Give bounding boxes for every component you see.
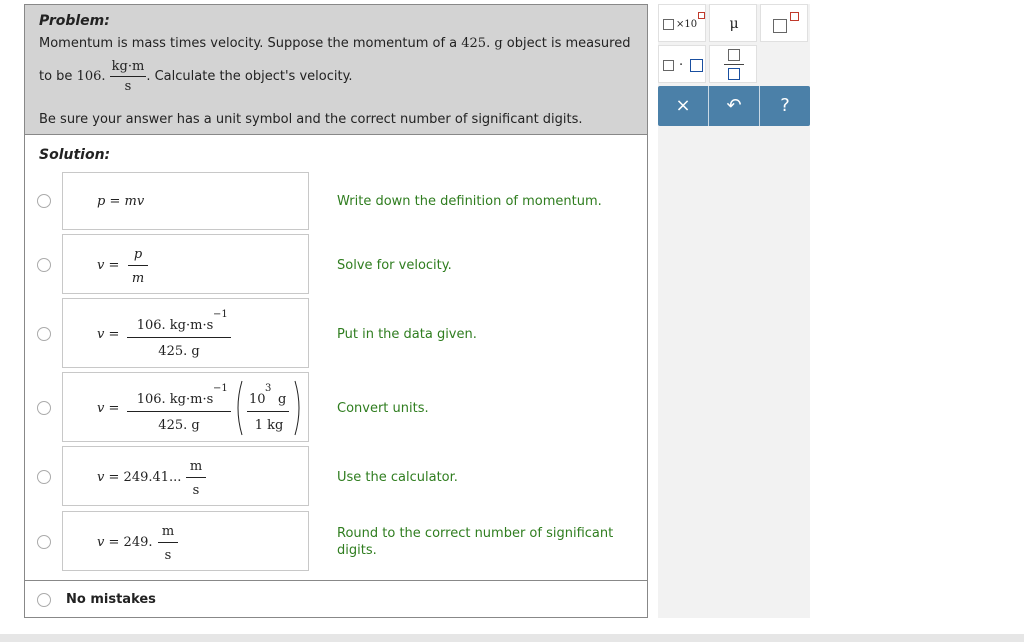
step-5-unit-bar xyxy=(186,477,206,478)
step-4-conversion-numerator: 10 xyxy=(249,392,266,407)
mu-symbol: μ xyxy=(729,16,739,32)
mu-button[interactable] xyxy=(709,4,757,42)
step-6-radio[interactable] xyxy=(37,535,51,549)
problem-instruction: Be sure your answer has a unit symbol and the correct number of significant digits. xyxy=(39,112,583,127)
right-operand-box-icon xyxy=(690,59,703,72)
undo-button[interactable]: ↶ xyxy=(726,95,742,116)
problem-mass-value: 425. g xyxy=(461,36,503,51)
step-1-eq: = xyxy=(109,194,121,209)
step-2-fraction-bar xyxy=(128,265,148,266)
step-6-equation xyxy=(97,535,153,550)
problem-line-2 xyxy=(39,60,353,96)
action-bar xyxy=(658,86,810,126)
step-5-box xyxy=(62,446,309,506)
times-ten-power-button[interactable] xyxy=(658,4,706,42)
problem-heading: Problem: xyxy=(39,13,110,29)
step-4-conversion-denominator: 1 kg xyxy=(254,418,284,433)
step-4-conversion-bar xyxy=(247,411,289,412)
no-mistakes-label: No mistakes xyxy=(66,592,156,607)
problem-momentum-unit xyxy=(110,60,147,93)
step-5-unit-numerator: m xyxy=(189,459,203,474)
step-4-conversion-numerator-unit: g xyxy=(278,392,287,407)
multiply-dot-button[interactable] xyxy=(658,45,706,83)
placeholder-box-icon xyxy=(663,19,674,30)
step-3-numerator-exponent: −1 xyxy=(213,309,228,320)
step-4-numerator-exponent: −1 xyxy=(213,383,228,394)
problem-unit-denominator: s xyxy=(124,79,132,94)
step-2-denominator: m xyxy=(131,271,145,286)
no-mistakes-option[interactable] xyxy=(24,581,648,618)
step-2-box xyxy=(62,234,309,294)
step-1-explanation: Write down the definition of momentum. xyxy=(337,194,602,209)
step-4-numerator: 106. kg·m·s xyxy=(136,392,214,407)
step-5-radio[interactable] xyxy=(37,470,51,484)
fraction-button[interactable] xyxy=(709,45,757,83)
exponent-box-icon xyxy=(698,12,705,19)
step-3-box xyxy=(62,298,309,368)
problem-panel xyxy=(24,4,648,135)
step-3-denominator: 425. g xyxy=(158,344,200,359)
math-tools-panel xyxy=(658,4,810,618)
bottom-bar xyxy=(0,634,1024,642)
step-1-lhs: p xyxy=(97,194,106,209)
step-1-equation xyxy=(97,194,144,209)
step-5-value: 249.41... xyxy=(123,470,182,485)
step-4-lhs-group xyxy=(97,401,119,416)
superscript-box-icon xyxy=(790,12,799,21)
step-3-lhs-group xyxy=(97,327,119,342)
step-1-rhs: mv xyxy=(124,194,145,209)
problem-text-1: Momentum is mass times velocity. Suppose the momentum of a xyxy=(39,36,462,51)
no-mistakes-radio[interactable] xyxy=(37,593,51,607)
step-5-equation xyxy=(97,470,181,485)
clear-button[interactable]: × xyxy=(675,95,691,116)
dot-operator-icon: · xyxy=(679,58,684,73)
problem-text-2: to be xyxy=(39,69,77,84)
step-3-lhs: v xyxy=(97,327,105,342)
problem-line-1 xyxy=(39,36,630,51)
step-6-unit-denominator: s xyxy=(164,548,172,563)
step-3-numerator: 106. kg·m·s xyxy=(136,318,214,333)
superscript-button[interactable] xyxy=(760,4,808,42)
step-2-eq: = xyxy=(108,258,120,273)
step-6-eq: = xyxy=(108,535,120,550)
problem-momentum-value: 106. xyxy=(76,69,106,84)
step-2-radio[interactable] xyxy=(37,258,51,272)
step-4-radio[interactable] xyxy=(37,401,51,415)
step-6-value: 249. xyxy=(123,535,153,550)
step-3-explanation: Put in the data given. xyxy=(337,327,477,342)
solution-heading: Solution: xyxy=(39,147,111,163)
step-4-lhs: v xyxy=(97,401,105,416)
step-3-radio[interactable] xyxy=(37,327,51,341)
step-3-eq: = xyxy=(108,327,120,342)
step-1-radio[interactable] xyxy=(37,194,51,208)
step-5-eq: = xyxy=(108,470,120,485)
step-2-lhs-group xyxy=(97,258,119,273)
step-4-explanation: Convert units. xyxy=(337,401,429,416)
step-5-explanation: Use the calculator. xyxy=(337,470,458,485)
problem-text-2-end: . Calculate the object's velocity. xyxy=(146,69,353,84)
denominator-box-icon xyxy=(728,68,740,80)
problem-text-1-end: object is measured xyxy=(502,36,631,51)
step-4-conversion-exponent: 3 xyxy=(265,383,272,394)
step-3-fraction-bar xyxy=(127,337,231,338)
step-4-denominator: 425. g xyxy=(158,418,200,433)
numerator-box-icon xyxy=(728,49,740,61)
step-2-lhs: v xyxy=(97,258,105,273)
step-6-lhs: v xyxy=(97,535,105,550)
step-6-box xyxy=(62,511,309,571)
step-5-lhs: v xyxy=(97,470,105,485)
times-ten-label: ×10 xyxy=(676,19,698,30)
step-6-unit-bar xyxy=(158,542,178,543)
solution-panel xyxy=(24,135,648,581)
base-box-icon xyxy=(773,19,787,33)
help-button[interactable]: ? xyxy=(780,95,790,116)
step-4-fraction-bar xyxy=(127,411,231,412)
step-4-box xyxy=(62,372,309,442)
step-4-eq: = xyxy=(108,401,120,416)
step-6-unit-numerator: m xyxy=(161,524,175,539)
step-1-box xyxy=(62,172,309,230)
left-operand-box-icon xyxy=(663,60,674,71)
step-2-explanation: Solve for velocity. xyxy=(337,258,452,273)
fraction-line-icon xyxy=(724,64,744,65)
step-6-explanation: Round to the correct number of significant digits. xyxy=(337,526,614,558)
step-2-numerator: p xyxy=(133,247,143,262)
step-5-unit-denominator: s xyxy=(192,483,200,498)
problem-unit-numerator: kg·m xyxy=(110,60,147,77)
